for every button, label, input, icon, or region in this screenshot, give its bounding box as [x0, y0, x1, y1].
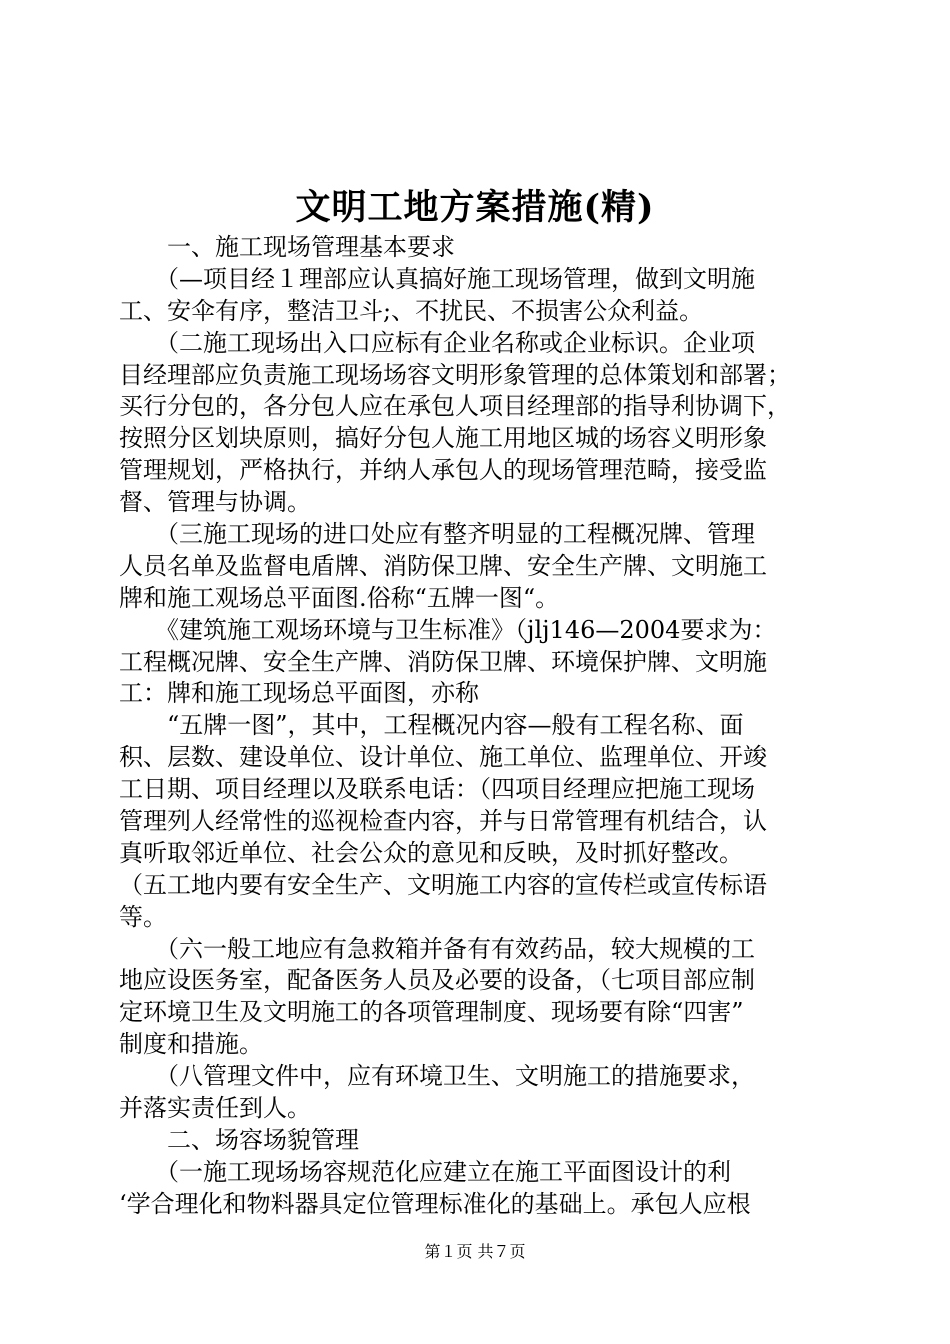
- document-title: 文明工地方案措施(精): [295, 187, 655, 228]
- section-heading: 一、施工现场管理基本要求: [119, 233, 455, 261]
- paragraph-line: 地应设医务室，配备医务人员及必要的设备，（七项目部应制: [119, 966, 755, 995]
- paragraph-line: 工、安伞有序，整洁卫斗;、不扰民、不损害公众利益。: [119, 296, 704, 325]
- document-body: [119, 232, 833, 1221]
- paragraph-line: 买行分包的，各分包人应在承包人项目经理部的指导利协调下，: [119, 392, 791, 421]
- paragraph-line: 制度和措施。: [119, 1030, 263, 1059]
- paragraph-line: “五牌一图”，其中，工程概况内容—般有工程名称、面: [119, 711, 744, 740]
- paragraph-line: 牌和施工观场总平面图.俗称“五牌一图“。: [119, 583, 560, 612]
- paragraph-line: （六一般工地应有急救箱并备有有效药品，较大规模的工: [119, 934, 755, 963]
- paragraph-line: 管理列人经常性的巡视检查内容，并与日常管理有机结合，认: [119, 807, 767, 836]
- paragraph-line: （二施工现场出入口应标有企业名称或企业标识。企业项: [119, 328, 755, 357]
- section-heading: 二、场容场貌管理: [119, 1125, 359, 1154]
- paragraph-line: 管理规划，严格执行，并纳人承包人的现场管理范畸，接受监: [119, 456, 767, 485]
- paragraph-line: 等。: [119, 902, 167, 931]
- paragraph-line: 督、管理与协调。: [119, 488, 311, 517]
- paragraph-line: （一施工现场场容规范化应建立在施工平面图设计的利: [119, 1157, 731, 1186]
- paragraph-line: 定环境卫生及文明施工的各项管理制度、现场要有除“四害”: [119, 998, 744, 1027]
- paragraph-line: （三施工现场的进口处应有整齐明显的工程概况牌、管理: [119, 520, 755, 549]
- paragraph-line: 按照分区划块原则，搞好分包人施工用地区城的场容义明形象: [119, 424, 767, 453]
- paragraph-line: （八管理文件中，应有环境卫生、文明施工的措施要求，: [119, 1062, 755, 1091]
- paragraph-line: （五工地内要有安全生产、文明施工内容的宣传栏或宣传标语: [119, 870, 767, 899]
- paragraph-line: 工程概况牌、安全生产牌、消防保卫牌、环境保护牌、文明施: [119, 647, 767, 676]
- paragraph-line: 工：牌和施工现场总平面图，亦称: [119, 679, 479, 708]
- paragraph-line: 《建筑施工观场环境与卫生标准》（jlj146—2004要求为：: [119, 615, 777, 644]
- paragraph-line: ‘学合理化和物料器具定位管理标准化的基础上。承包人应根: [119, 1189, 751, 1218]
- paragraph-line: （—项目经１理部应认真搞好施工现场管理，做到文明施: [119, 264, 755, 293]
- paragraph-line: 目经理部应负责施工现场场容文明形象管理的总体策划和部署；: [119, 360, 791, 389]
- paragraph-line: 真听取邻近单位、社会公众的意见和反映，及时抓好整改。: [119, 838, 743, 867]
- paragraph-line: 并落实责任到人。: [119, 1094, 311, 1123]
- page-footer: 第１页 共７页: [424, 1242, 526, 1261]
- paragraph-line: 积、层数、建设单位、设计单位、施工单位、监理单位、开竣: [119, 743, 767, 772]
- paragraph-line: 工日期、项目经理以及联系电话：（四项目经理应把施工现场: [119, 775, 755, 804]
- paragraph-line: 人员名单及监督电盾牌、消防保卫牌、安全生产牌、文明施工: [119, 551, 767, 580]
